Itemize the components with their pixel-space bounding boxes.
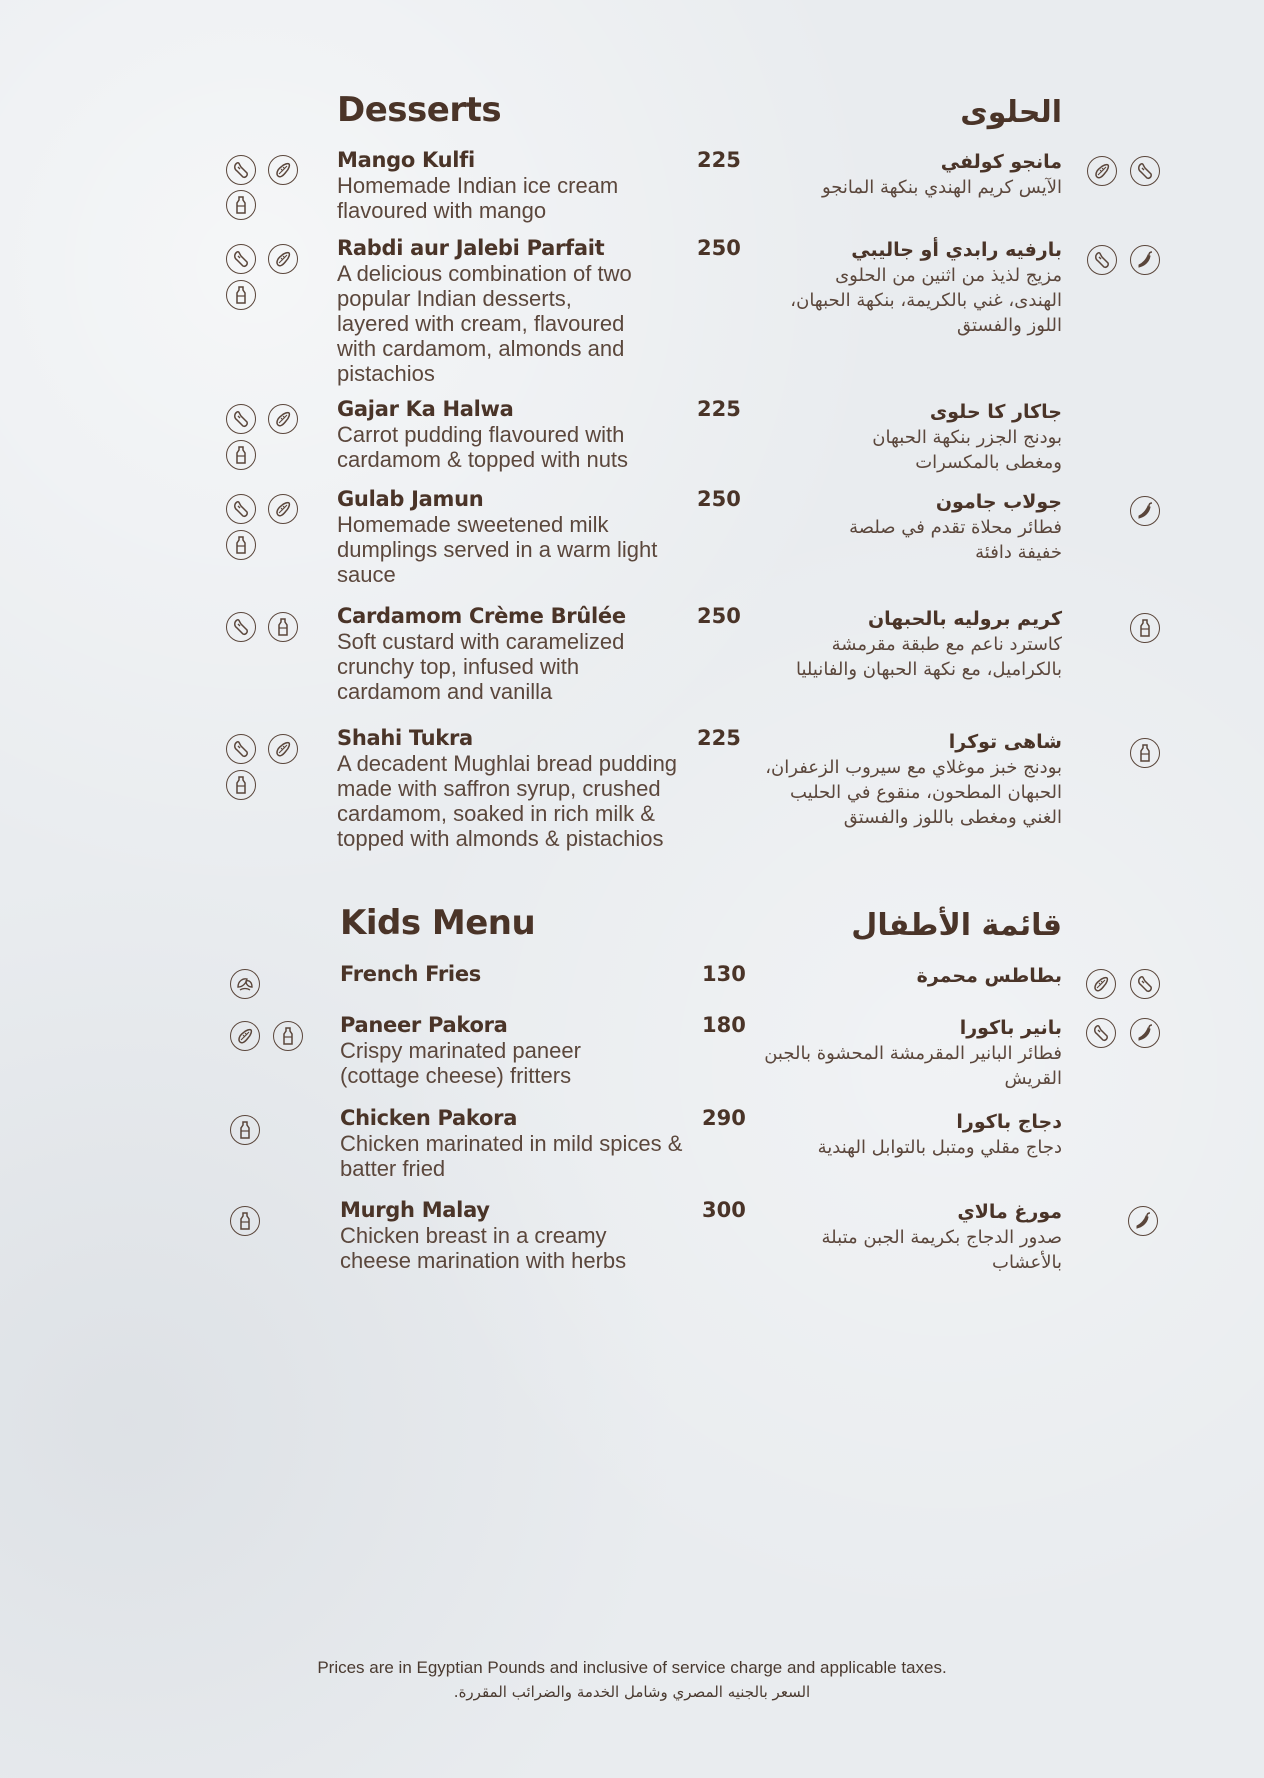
dairy-icon (273, 1021, 303, 1051)
item-name-ar: كريم بروليه بالحبهان (867, 608, 1062, 630)
item-price: 250 (697, 487, 741, 511)
dairy-icon (226, 190, 256, 220)
vegetarian-icon (230, 969, 260, 999)
desserts-title-ar: الحلوى (960, 95, 1062, 130)
item-price: 225 (697, 148, 741, 172)
menu-item (340, 1198, 660, 1273)
menu-item-ar (750, 730, 1062, 830)
item-name: Mango Kulfi (337, 148, 475, 172)
nut-icon (230, 1021, 260, 1051)
nut-icon (268, 155, 298, 185)
item-description: Homemade Indian ice cream flavoured with mango (337, 173, 619, 223)
item-price: 300 (702, 1198, 746, 1222)
menu-item-ar (760, 1200, 1062, 1275)
gluten-icon (1087, 245, 1117, 275)
item-name: Shahi Tukra (337, 726, 473, 750)
menu-item-ar (760, 1016, 1062, 1091)
menu-item (337, 604, 657, 704)
gluten-icon (226, 734, 256, 764)
kids-menu-title: Kids Menu (340, 903, 536, 943)
item-price: 180 (702, 1013, 746, 1037)
item-name-ar: مانجو كولفي (940, 151, 1062, 173)
nut-icon (268, 494, 298, 524)
item-name: Paneer Pakora (340, 1013, 508, 1037)
menu-item-ar (815, 400, 1062, 475)
item-description: Soft custard with caramelized crunchy top, infused with cardamom and vanilla (337, 629, 625, 704)
desserts-title: Desserts (337, 90, 502, 130)
gluten-icon (226, 155, 256, 185)
footer-note: Prices are in Egyptian Pounds and inclusive of service charge and applicable taxes. (317, 1658, 947, 1677)
item-description-ar: فطائر البانير المقرمشة المحشوة بالجبن القريش (764, 1043, 1062, 1089)
gluten-icon (1130, 969, 1160, 999)
item-name-ar: بارفيه رابدي أو جاليبي (851, 239, 1062, 261)
item-name-ar: جاكار كا حلوى (929, 401, 1062, 423)
dairy-icon (226, 280, 256, 310)
item-name-ar: بطاطس محمرة (916, 965, 1062, 987)
item-price: 130 (702, 962, 746, 986)
item-description-ar: مزيج لذيذ من اثنين من الحلوى الهندى، غني بالكريمة، بنكهة الحبهان، اللوز والفستق (790, 265, 1062, 336)
dairy-icon (226, 770, 256, 800)
item-name: French Fries (340, 962, 481, 986)
item-description-ar: فطائر محلاة تقدم في صلصة خفيفة دافئة (849, 517, 1062, 563)
dairy-icon (230, 1115, 260, 1145)
spicy-icon (1130, 245, 1160, 275)
item-description-ar: بودنج خبز موغلاي مع سيروب الزعفران، الحبهان المطحون، منقوع في الحليب الغني ومغطى باللوز والفستق (765, 757, 1062, 828)
item-price: 225 (697, 397, 741, 421)
menu-item-ar (800, 490, 1062, 565)
item-description-ar: بودنج الجزر بنكهة الحبهان ومغطى بالمكسرات (872, 427, 1062, 473)
nut-icon (1087, 156, 1117, 186)
menu-item-ar (790, 238, 1062, 338)
nut-icon (268, 244, 298, 274)
item-name: Gajar Ka Halwa (337, 397, 514, 421)
nut-icon (268, 734, 298, 764)
item-name: Murgh Malay (340, 1198, 490, 1222)
item-price: 250 (697, 236, 741, 260)
gluten-icon (1130, 156, 1160, 186)
menu-item-ar (800, 1110, 1062, 1160)
spicy-icon (1130, 1018, 1160, 1048)
item-description-ar: دجاج مقلي ومتبل بالتوابل الهندية (817, 1137, 1062, 1158)
nut-icon (268, 404, 298, 434)
item-price: 225 (697, 726, 741, 750)
item-description: Homemade sweetened milk dumplings served in a warm light sauce (337, 512, 658, 587)
menu-item (340, 1106, 690, 1181)
gluten-icon (226, 612, 256, 642)
item-name: Chicken Pakora (340, 1106, 518, 1130)
menu-item (337, 236, 637, 386)
dairy-icon (226, 530, 256, 560)
spicy-icon (1128, 1206, 1158, 1236)
item-name: Rabdi aur Jalebi Parfait (337, 236, 605, 260)
nut-icon (1086, 969, 1116, 999)
menu-item (337, 397, 667, 472)
dairy-icon (268, 612, 298, 642)
dairy-icon (1130, 738, 1160, 768)
item-name-ar: جولاب جامون (935, 491, 1062, 513)
menu-item (337, 148, 697, 223)
item-description: Carrot pudding flavoured with cardamom & topped with nuts (337, 422, 629, 472)
item-name-ar: شاهى توكرا (948, 731, 1062, 753)
dairy-icon (226, 440, 256, 470)
item-price: 290 (702, 1106, 746, 1130)
item-description: Chicken marinated in mild spices & batter fried (340, 1131, 683, 1181)
kids-menu-title-ar: قائمة الأطفال (851, 908, 1062, 943)
menu-item (340, 962, 700, 987)
item-description: Chicken breast in a creamy cheese marination with herbs (340, 1223, 627, 1273)
menu-item-ar (820, 964, 1062, 989)
gluten-icon (226, 494, 256, 524)
item-description: Crispy marinated paneer (cottage cheese) fritters (340, 1038, 581, 1088)
item-description-ar: صدور الدجاج بكريمة الجبن متبلة بالأعشاب (821, 1227, 1062, 1273)
dairy-icon (230, 1206, 260, 1236)
menu-item-ar (780, 607, 1062, 682)
item-name-ar: بانير باكورا (959, 1017, 1062, 1039)
item-description: A delicious combination of two popular Indian desserts, layered with cream, flavoured with cardamom, almonds and pistachios (337, 261, 632, 386)
footer-note-ar: السعر بالجنيه المصري وشامل الخدمة والضرائب المقررة. (453, 1683, 811, 1701)
menu-item-ar (820, 150, 1062, 200)
spicy-icon (1130, 496, 1160, 526)
item-name-ar: مورغ مالاي (957, 1201, 1062, 1223)
gluten-icon (226, 404, 256, 434)
item-name-ar: دجاج باكورا (956, 1111, 1062, 1133)
dairy-icon (1130, 613, 1160, 643)
item-price: 250 (697, 604, 741, 628)
menu-item (340, 1013, 640, 1088)
menu-item (337, 487, 687, 587)
item-description: A decadent Mughlai bread pudding made with saffron syrup, crushed cardamom, soaked in rich milk & topped with almonds & pistachios (337, 751, 678, 851)
item-name: Gulab Jamun (337, 487, 484, 511)
item-description-ar: كاسترد ناعم مع طبقة مقرمشة بالكراميل، مع نكهة الحبهان والفانيليا (796, 634, 1062, 680)
menu-item (337, 726, 687, 851)
item-description-ar: الآيس كريم الهندي بنكهة المانجو (822, 177, 1062, 198)
gluten-icon (226, 244, 256, 274)
gluten-icon (1086, 1018, 1116, 1048)
item-name: Cardamom Crème Brûlée (337, 604, 626, 628)
